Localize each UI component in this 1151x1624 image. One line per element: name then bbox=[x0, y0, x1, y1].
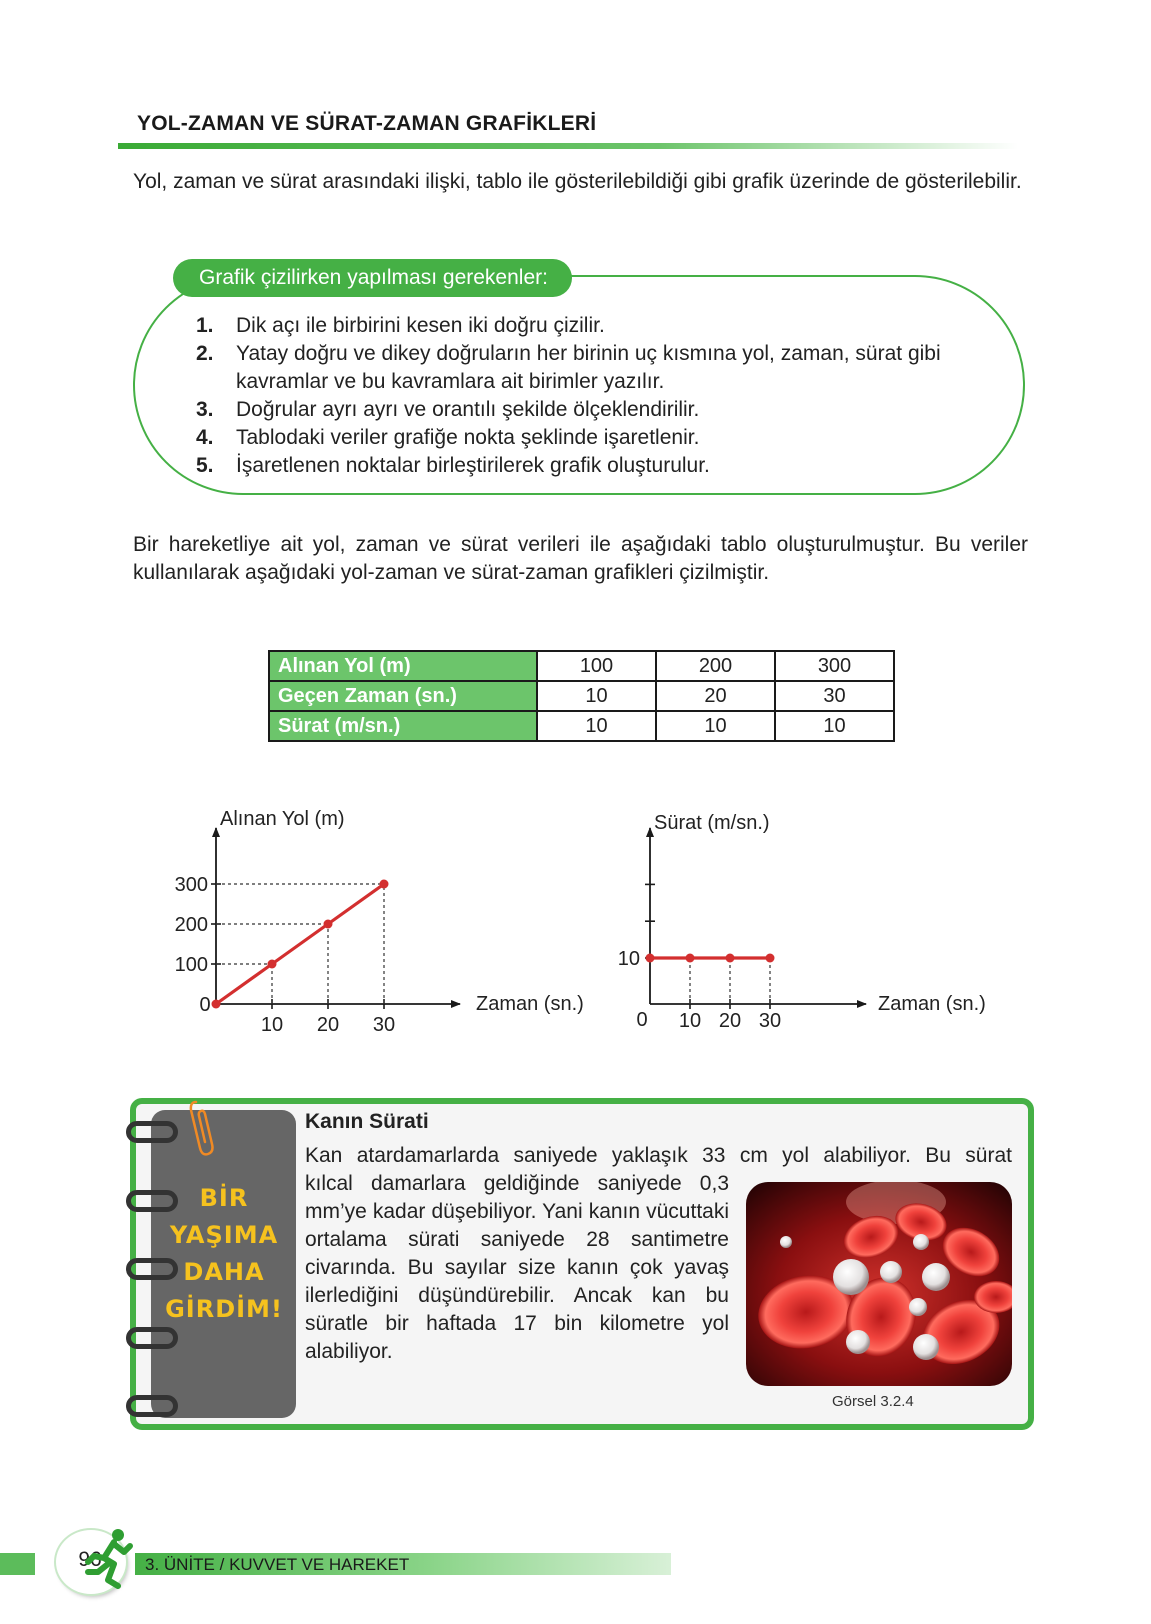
steps-box-title: Grafik çizilirken yapılması gerekenler: bbox=[173, 259, 572, 297]
tab-line: DAHA bbox=[183, 1258, 265, 1286]
table-cell: 300 bbox=[775, 651, 894, 681]
spiral-ring-icon bbox=[126, 1395, 178, 1417]
step-number: 3. bbox=[196, 398, 214, 421]
speed-time-chart bbox=[618, 812, 986, 1032]
title-underline bbox=[118, 143, 1018, 149]
x-axis-label: Zaman (sn.) bbox=[878, 993, 986, 1015]
step-number: 4. bbox=[196, 426, 214, 449]
y-tick-label: 200 bbox=[174, 914, 208, 936]
x-tick-label: 30 bbox=[372, 1014, 396, 1036]
unit-title: 3. ÜNİTE / KUVVET VE HAREKET bbox=[145, 1555, 410, 1574]
data-point bbox=[646, 954, 655, 963]
step-item bbox=[196, 452, 986, 480]
steps-list bbox=[196, 312, 986, 480]
x-tick-label: 20 bbox=[316, 1014, 340, 1036]
image-caption: Görsel 3.2.4 bbox=[832, 1393, 914, 1410]
step-item bbox=[196, 396, 986, 424]
tab-line: GİRDİM! bbox=[165, 1295, 283, 1323]
motion-data-table bbox=[268, 650, 895, 742]
spiral-ring-icon bbox=[126, 1258, 178, 1280]
table-cell: 20 bbox=[656, 681, 775, 711]
step-number: 5. bbox=[196, 454, 214, 477]
table-row-header: Sürat (m/sn.) bbox=[269, 711, 537, 741]
spiral-ring-icon bbox=[126, 1327, 178, 1349]
step-number: 2. bbox=[196, 342, 214, 365]
runner-icon bbox=[84, 1528, 134, 1592]
step-text: Yatay doğru ve dikey doğruların her birinin uç kısmına yol, zaman, sürat gibi kavramlar ve bu kavramlara ait birimler yazılır. bbox=[236, 342, 941, 393]
data-point bbox=[726, 954, 735, 963]
blood-cells-image bbox=[746, 1182, 1012, 1386]
x-axis-label: Zaman (sn.) bbox=[476, 993, 584, 1015]
section-title: YOL-ZAMAN VE SÜRAT-ZAMAN GRAFİKLERİ bbox=[137, 112, 597, 135]
table-cell: 10 bbox=[537, 681, 656, 711]
fun-fact-body: kılcal damarlara geldiğinde saniyede 0,3 mm’ye kadar düşebiliyor. Yani kanın vücuttaki ortalama sürati saniyede 28 santimetre civarında. Bu sayılar size kanın çok yavaş ilerlediğini düşündürebilir. Ancak kan bu süratle bir haftada 17 bin kilometre yol alabiliyor. bbox=[305, 1172, 729, 1363]
fun-fact-first-line: Kan atardamarlarda saniyede yaklaşık 33 cm yol alabiliyor. Bu sürat bbox=[305, 1144, 1012, 1167]
step-number: 1. bbox=[196, 314, 214, 337]
step-text: Doğrular ayrı ayrı ve orantılı şekilde ölçeklendirilir. bbox=[236, 398, 700, 421]
table-row-header: Alınan Yol (m) bbox=[269, 651, 537, 681]
table-cell: 100 bbox=[537, 651, 656, 681]
y-axis-label: Alınan Yol (m) bbox=[220, 808, 345, 830]
data-point bbox=[268, 960, 277, 969]
y-tick-label: 10 bbox=[617, 948, 640, 970]
page-number: 96 bbox=[78, 1548, 102, 1571]
step-text: Tablodaki veriler grafiğe nokta şeklinde işaretlenir. bbox=[236, 426, 700, 449]
step-text: İşaretlenen noktalar birleştirilerek grafik oluşturulur. bbox=[236, 454, 710, 477]
table-intro-paragraph: Bir hareketliye ait yol, zaman ve sürat verileri ile aşağıdaki tablo oluşturulmuştur. Bu veriler kullanılarak aşağıdaki yol-zaman ve sürat-zaman grafikleri çizilmiştir. bbox=[133, 533, 1028, 584]
fun-fact-title: Kanın Sürati bbox=[305, 1110, 429, 1133]
distance-time-chart bbox=[175, 808, 584, 1036]
table-cell: 30 bbox=[775, 681, 894, 711]
step-item bbox=[196, 424, 986, 452]
x-tick-label: 20 bbox=[718, 1010, 742, 1032]
x-tick-label: 10 bbox=[260, 1014, 284, 1036]
paper-clip-icon bbox=[186, 1096, 220, 1158]
series-line bbox=[216, 884, 384, 1004]
tab-line: YAŞIMA bbox=[169, 1221, 279, 1249]
data-point bbox=[212, 1000, 221, 1009]
tab-line: BİR bbox=[199, 1184, 249, 1212]
step-item bbox=[196, 312, 986, 340]
origin-label: 0 bbox=[199, 994, 211, 1016]
origin-label: 0 bbox=[636, 1009, 648, 1031]
intro-paragraph: Yol, zaman ve sürat arasındaki ilişki, tablo ile gösterilebildiği gibi grafik üzerinde de gösterilebilir. bbox=[133, 170, 1022, 193]
x-tick-label: 10 bbox=[678, 1010, 702, 1032]
data-point bbox=[380, 880, 389, 889]
step-text: Dik açı ile birbirini kesen iki doğru çizilir. bbox=[236, 314, 605, 337]
data-point bbox=[324, 920, 333, 929]
data-point bbox=[686, 954, 695, 963]
table-cell: 10 bbox=[537, 711, 656, 741]
step-item bbox=[196, 340, 986, 396]
table-row bbox=[269, 651, 894, 681]
y-axis-label: Sürat (m/sn.) bbox=[654, 812, 770, 834]
x-tick-label: 30 bbox=[758, 1010, 782, 1032]
data-point bbox=[766, 954, 775, 963]
table-cell: 200 bbox=[656, 651, 775, 681]
y-tick-label: 100 bbox=[174, 954, 208, 976]
table-cell: 10 bbox=[656, 711, 775, 741]
table-row bbox=[269, 711, 894, 741]
table-row-header: Geçen Zaman (sn.) bbox=[269, 681, 537, 711]
footer-bar-left bbox=[0, 1553, 35, 1575]
spiral-ring-icon bbox=[126, 1190, 178, 1212]
table-row bbox=[269, 681, 894, 711]
y-tick-label: 300 bbox=[174, 874, 208, 896]
spiral-ring-icon bbox=[126, 1121, 178, 1143]
table-cell: 10 bbox=[775, 711, 894, 741]
